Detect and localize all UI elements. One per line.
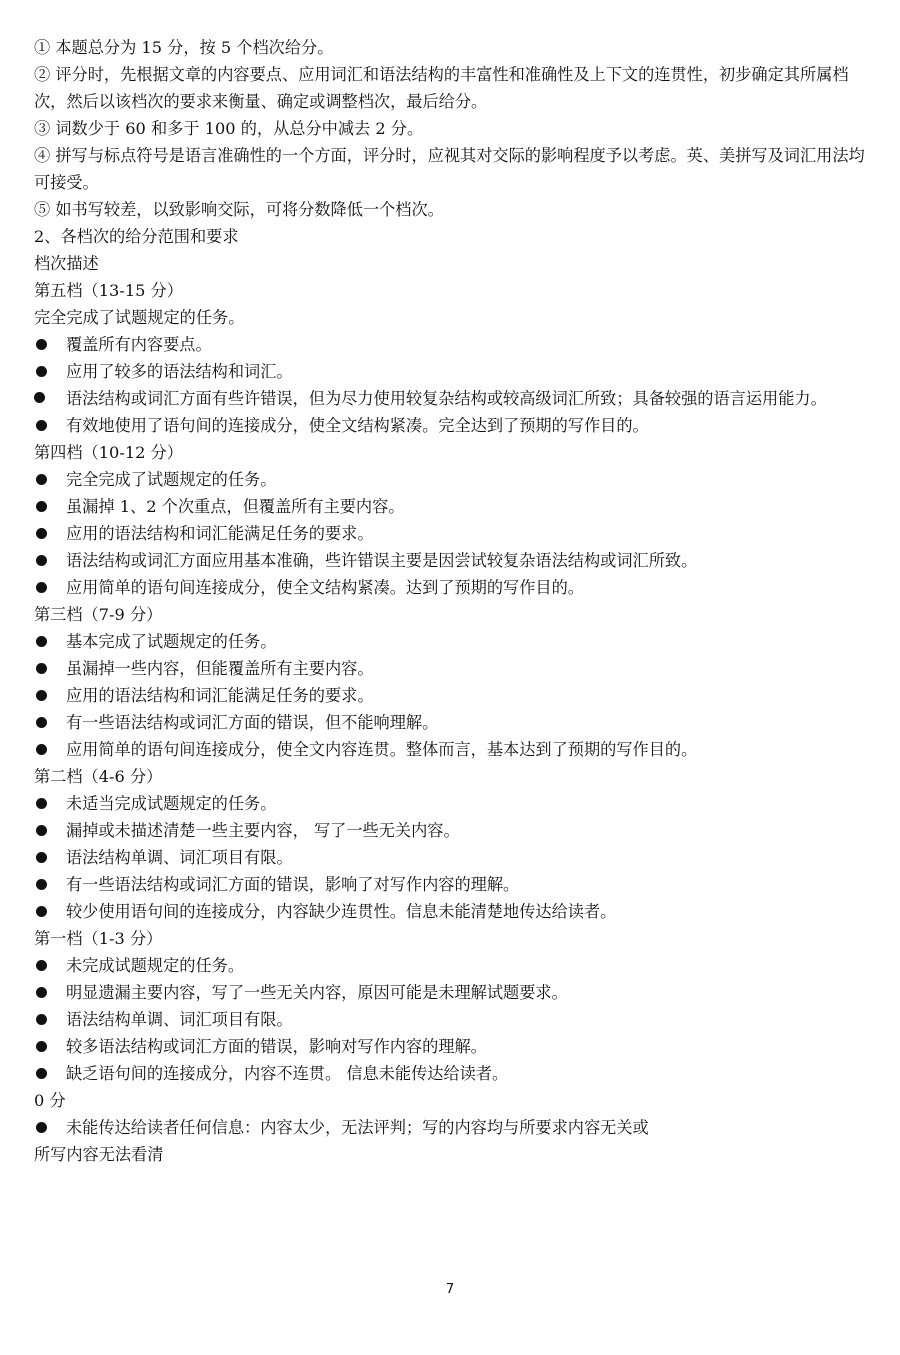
rule-2: ② 评分时，先根据文章的内容要点、应用词汇和语法结构的丰富性和准确性及上下文的连贯性，初步确定其所属档次，然后以该档次的要求来衡量、确定或调整档次，最后给分。 [34,65,849,111]
list-item: 明显遗漏主要内容，写了一些无关内容，原因可能是未理解试题要求。 [34,979,866,1006]
bullet-icon [36,636,47,647]
list-item: 较多语法结构或词汇方面的错误，影响对写作内容的理解。 [34,1033,866,1060]
list-item: 应用的语法结构和词汇能满足任务的要求。 [34,520,866,547]
rule-1: ① 本题总分为 15 分，按 5 个档次给分。 [34,38,334,57]
zero-continuation: 所写内容无法看清 [34,1145,164,1164]
bullet-icon [36,825,47,836]
bullet-icon [36,582,47,593]
level-1-title: 第一档（1-3 分） [34,929,163,948]
list-item: 未完成试题规定的任务。 [34,952,866,979]
list-item: 虽漏掉 1、2 个次重点，但覆盖所有主要内容。 [34,493,866,520]
list-item: 漏掉或未描述清楚一些主要内容， 写了一些无关内容。 [34,817,866,844]
list-item: 应用的语法结构和词汇能满足任务的要求。 [34,682,866,709]
bullet-icon [36,798,47,809]
bullet-icon [36,987,47,998]
list-item: 未能传达给读者任何信息：内容太少，无法评判；写的内容均与所要求内容无关或 [34,1114,866,1141]
list-item: 完全完成了试题规定的任务。 [34,466,866,493]
desc-label: 档次描述 [34,254,99,273]
bullet-icon [36,1068,47,1079]
bullet-icon [36,474,47,485]
bullet-icon [36,744,47,755]
bullet-icon [36,528,47,539]
list-item: 应用简单的语句间连接成分，使全文结构紧凑。达到了预期的写作目的。 [34,574,866,601]
list-item: 应用简单的语句间连接成分，使全文内容连贯。整体而言，基本达到了预期的写作目的。 [34,736,866,763]
bullet-icon [36,690,47,701]
level-4-title: 第四档（10-12 分） [34,443,183,462]
section-title: 2、各档次的给分范围和要求 [34,227,239,246]
list-item: 有一些语法结构或词汇方面的错误，但不能响理解。 [34,709,866,736]
list-item: 有一些语法结构或词汇方面的错误，影响了对写作内容的理解。 [34,871,866,898]
rule-4: ④ 拼写与标点符号是语言准确性的一个方面，评分时，应视其对交际的影响程度予以考虑。英、美拼写及词汇用法均可接受。 [34,146,865,192]
level-3-title: 第三档（7-9 分） [34,605,163,624]
rule-5: ⑤ 如书写较差，以致影响交际，可将分数降低一个档次。 [34,200,444,219]
list-item: 未适当完成试题规定的任务。 [34,790,866,817]
list-item: 语法结构单调、词汇项目有限。 [34,844,866,871]
bullet-icon [36,1122,47,1133]
bullet-icon [36,960,47,971]
list-item: 语法结构或词汇方面有些许错误，但为尽力使用较复杂结构或较高级词汇所致；具备较强的语言运用能力。 [34,385,866,412]
list-item: 语法结构或词汇方面应用基本准确，些许错误主要是因尝试较复杂语法结构或词汇所致。 [34,547,866,574]
bullet-icon [36,906,47,917]
bullet-icon [36,555,47,566]
document-body [34,34,866,1168]
level-5-title: 第五档（13-15 分） [34,281,183,300]
bullet-icon [36,366,47,377]
bullet-icon [36,879,47,890]
bullet-icon [36,663,47,674]
bullet-icon [34,392,45,403]
bullet-icon [36,717,47,728]
bullet-icon [36,339,47,350]
bullet-icon [36,1014,47,1025]
page-number: 7 [445,1282,455,1297]
list-item: 虽漏掉一些内容，但能覆盖所有主要内容。 [34,655,866,682]
bullet-icon [36,1041,47,1052]
list-item: 基本完成了试题规定的任务。 [34,628,866,655]
list-item: 缺乏语句间的连接成分，内容不连贯。 信息未能传达给读者。 [34,1060,866,1087]
list-item: 覆盖所有内容要点。 [34,331,866,358]
list-item: 有效地使用了语句间的连接成分，使全文结构紧凑。完全达到了预期的写作目的。 [34,412,866,439]
zero-title: 0 分 [34,1091,66,1110]
bullet-icon [36,420,47,431]
bullet-icon [36,852,47,863]
list-item: 应用了较多的语法结构和词汇。 [34,358,866,385]
rule-3: ③ 词数少于 60 和多于 100 的，从总分中减去 2 分。 [34,119,424,138]
list-item: 语法结构单调、词汇项目有限。 [34,1006,866,1033]
bullet-icon [36,501,47,512]
level-2-title: 第二档（4-6 分） [34,767,163,786]
list-item: 较少使用语句间的连接成分，内容缺少连贯性。信息未能清楚地传达给读者。 [34,898,866,925]
level-5-intro: 完全完成了试题规定的任务。 [34,308,245,327]
